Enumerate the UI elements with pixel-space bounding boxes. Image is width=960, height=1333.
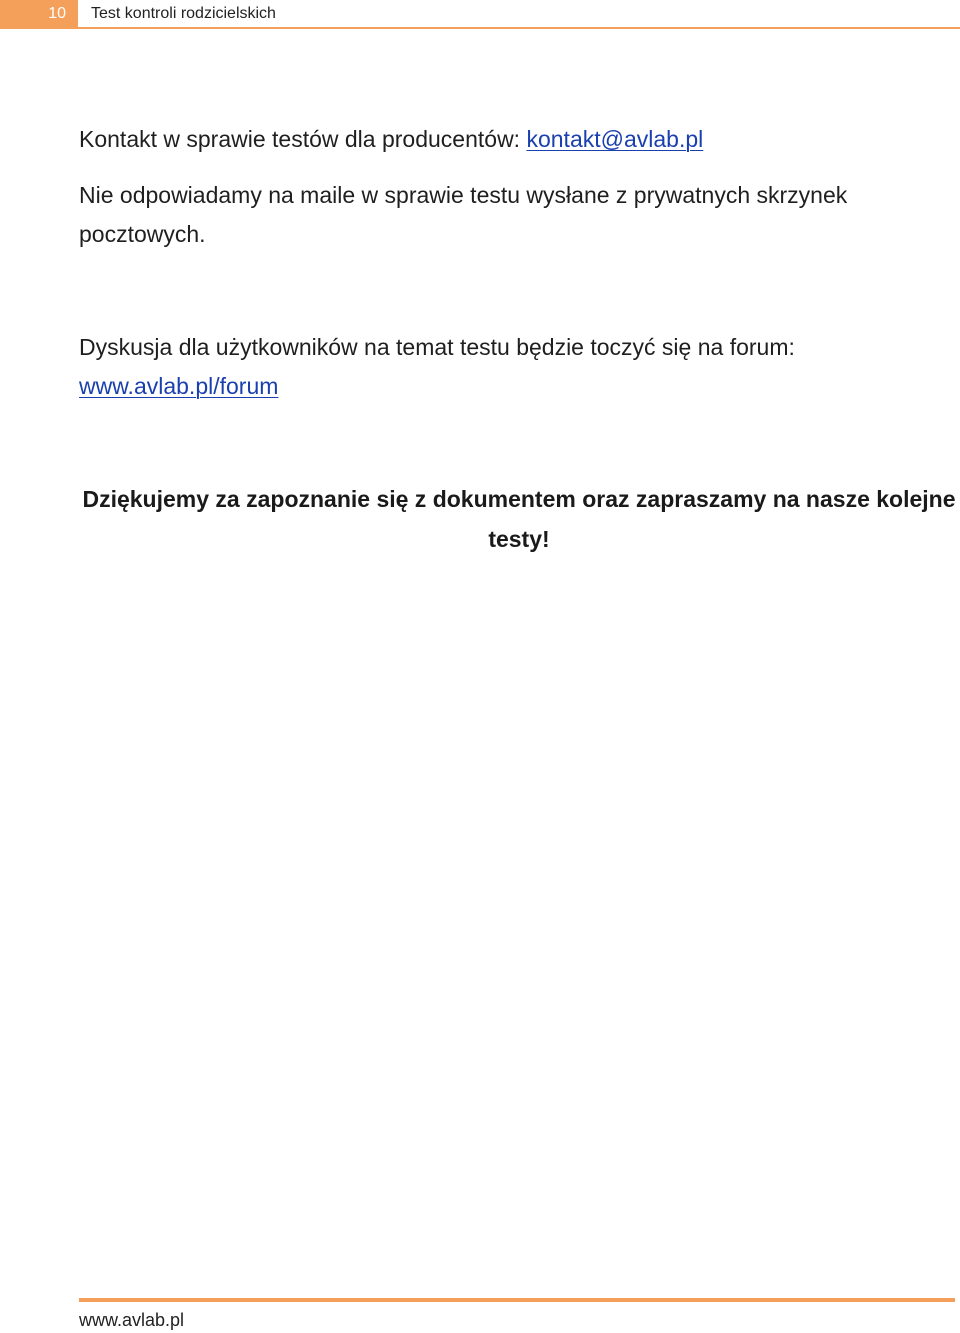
page-number-badge: 10 xyxy=(0,0,78,27)
footer-divider xyxy=(79,1298,955,1302)
page-header xyxy=(0,0,960,30)
private-mail-note: Nie odpowiadamy na maile w sprawie testu wysłane z prywatnych skrzynek pocztowych. xyxy=(79,182,848,247)
thanks-message: Dziękujemy za zapoznanie się z dokumentem oraz zapraszamy na nasze kolejne testy! xyxy=(82,486,956,552)
document-title: Test kontroli rodzicielskich xyxy=(91,5,276,22)
forum-link[interactable]: www.avlab.pl/forum xyxy=(79,373,279,399)
forum-prefix-text: Dyskusja dla użytkowników na temat testu będzie toczyć się na forum: xyxy=(79,334,795,360)
header-divider xyxy=(0,27,960,29)
contact-email-link[interactable]: kontakt@avlab.pl xyxy=(526,126,704,152)
footer-site-url: www.avlab.pl xyxy=(79,1310,185,1330)
forum-paragraph xyxy=(79,328,939,406)
contact-prefix-text: Kontakt w sprawie testów dla producentów: xyxy=(79,126,527,152)
contact-paragraph xyxy=(79,120,939,159)
